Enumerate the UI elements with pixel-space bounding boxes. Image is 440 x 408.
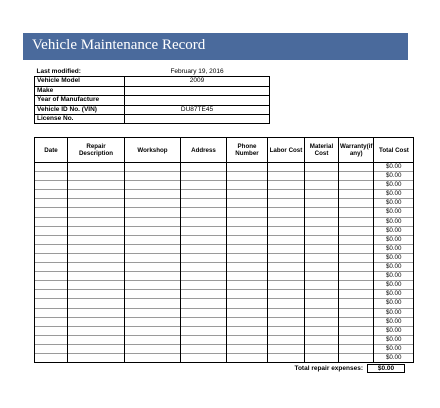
table-cell[interactable] <box>125 217 181 226</box>
table-cell[interactable] <box>125 263 181 272</box>
table-cell[interactable] <box>68 172 125 181</box>
table-cell[interactable] <box>268 226 305 235</box>
total-cost-cell: $0.00 <box>374 326 414 335</box>
info-value[interactable] <box>125 115 270 124</box>
table-row <box>35 163 414 172</box>
info-value[interactable] <box>125 96 270 105</box>
table-cell[interactable] <box>339 281 374 290</box>
col-header-repair-description: Repair Description <box>68 138 125 163</box>
table-cell[interactable] <box>227 317 268 326</box>
table-cell[interactable] <box>339 335 374 344</box>
table-cell[interactable] <box>339 199 374 208</box>
table-cell[interactable] <box>125 172 181 181</box>
table-cell[interactable] <box>181 263 227 272</box>
table-cell[interactable] <box>339 208 374 217</box>
table-header-row <box>35 138 414 163</box>
info-value[interactable]: 2009 <box>125 77 270 86</box>
table-cell[interactable] <box>68 299 125 308</box>
info-row-last-modified <box>35 68 270 77</box>
table-cell[interactable] <box>227 163 268 172</box>
table-cell[interactable] <box>305 308 339 317</box>
table-row <box>35 353 414 362</box>
total-cost-cell: $0.00 <box>374 208 414 217</box>
table-row <box>35 317 414 326</box>
table-cell[interactable] <box>227 344 268 353</box>
table-cell[interactable] <box>181 217 227 226</box>
table-cell[interactable] <box>339 235 374 244</box>
table-cell[interactable] <box>35 190 68 199</box>
table-row <box>35 217 414 226</box>
table-cell[interactable] <box>125 181 181 190</box>
table-cell[interactable] <box>268 253 305 262</box>
table-cell[interactable] <box>227 335 268 344</box>
total-cost-cell: $0.00 <box>374 263 414 272</box>
table-cell[interactable] <box>339 344 374 353</box>
table-cell[interactable] <box>125 253 181 262</box>
table-row <box>35 272 414 281</box>
table-cell[interactable] <box>339 317 374 326</box>
table-cell[interactable] <box>125 190 181 199</box>
table-cell[interactable] <box>305 199 339 208</box>
total-cost-cell: $0.00 <box>374 190 414 199</box>
table-cell[interactable] <box>125 353 181 362</box>
info-label: Vehicle ID No. (VIN) <box>35 105 125 114</box>
table-cell[interactable] <box>268 199 305 208</box>
table-cell[interactable] <box>305 290 339 299</box>
table-cell[interactable] <box>181 326 227 335</box>
table-cell[interactable] <box>227 226 268 235</box>
table-cell[interactable] <box>125 317 181 326</box>
table-cell[interactable] <box>35 172 68 181</box>
table-cell[interactable] <box>181 199 227 208</box>
vehicle-info-table <box>34 68 270 124</box>
table-cell[interactable] <box>68 244 125 253</box>
table-cell[interactable] <box>181 317 227 326</box>
maintenance-table <box>34 137 414 363</box>
info-row-vehicle-model <box>35 77 270 86</box>
total-cost-cell: $0.00 <box>374 244 414 253</box>
table-cell[interactable] <box>227 217 268 226</box>
info-row-make <box>35 86 270 95</box>
table-cell[interactable] <box>125 244 181 253</box>
table-cell[interactable] <box>125 208 181 217</box>
total-cost-cell: $0.00 <box>374 181 414 190</box>
table-row <box>35 335 414 344</box>
table-cell[interactable] <box>35 226 68 235</box>
total-cost-cell: $0.00 <box>374 272 414 281</box>
table-cell[interactable] <box>305 244 339 253</box>
table-cell[interactable] <box>181 308 227 317</box>
table-cell[interactable] <box>35 281 68 290</box>
table-row <box>35 281 414 290</box>
table-row <box>35 299 414 308</box>
table-cell[interactable] <box>268 190 305 199</box>
table-cell[interactable] <box>35 326 68 335</box>
total-expenses-value: $0.00 <box>367 364 405 373</box>
table-cell[interactable] <box>268 308 305 317</box>
table-cell[interactable] <box>35 263 68 272</box>
table-cell[interactable] <box>68 335 125 344</box>
table-cell[interactable] <box>35 253 68 262</box>
table-cell[interactable] <box>227 308 268 317</box>
table-cell[interactable] <box>268 263 305 272</box>
total-cost-cell: $0.00 <box>374 353 414 362</box>
table-cell[interactable] <box>227 208 268 217</box>
table-cell[interactable] <box>305 281 339 290</box>
table-cell[interactable] <box>227 272 268 281</box>
total-cost-cell: $0.00 <box>374 290 414 299</box>
table-cell[interactable] <box>181 272 227 281</box>
table-cell[interactable] <box>227 190 268 199</box>
table-row <box>35 244 414 253</box>
table-cell[interactable] <box>268 272 305 281</box>
table-cell[interactable] <box>305 217 339 226</box>
info-value[interactable] <box>125 86 270 95</box>
table-cell[interactable] <box>305 253 339 262</box>
table-cell[interactable] <box>339 172 374 181</box>
table-cell[interactable] <box>339 181 374 190</box>
table-cell[interactable] <box>68 317 125 326</box>
table-cell[interactable] <box>227 199 268 208</box>
table-row <box>35 190 414 199</box>
table-cell[interactable] <box>181 226 227 235</box>
table-cell[interactable] <box>305 208 339 217</box>
total-cost-cell: $0.00 <box>374 217 414 226</box>
table-cell[interactable] <box>305 344 339 353</box>
table-cell[interactable] <box>227 326 268 335</box>
table-cell[interactable] <box>68 226 125 235</box>
table-cell[interactable] <box>227 281 268 290</box>
table-cell[interactable] <box>305 299 339 308</box>
table-cell[interactable] <box>227 290 268 299</box>
table-row <box>35 181 414 190</box>
table-cell[interactable] <box>35 344 68 353</box>
info-row-license <box>35 115 270 124</box>
table-cell[interactable] <box>181 208 227 217</box>
table-cell[interactable] <box>268 172 305 181</box>
table-cell[interactable] <box>227 244 268 253</box>
table-cell[interactable] <box>181 335 227 344</box>
info-row-year <box>35 96 270 105</box>
table-cell[interactable] <box>181 281 227 290</box>
table-cell[interactable] <box>35 217 68 226</box>
table-row <box>35 208 414 217</box>
table-cell[interactable] <box>268 344 305 353</box>
table-cell[interactable] <box>68 190 125 199</box>
table-cell[interactable] <box>181 344 227 353</box>
table-cell[interactable] <box>35 181 68 190</box>
table-cell[interactable] <box>227 253 268 262</box>
table-cell[interactable] <box>181 244 227 253</box>
table-cell[interactable] <box>35 317 68 326</box>
table-cell[interactable] <box>268 217 305 226</box>
table-cell[interactable] <box>339 217 374 226</box>
table-cell[interactable] <box>339 290 374 299</box>
table-cell[interactable] <box>268 235 305 244</box>
table-cell[interactable] <box>181 181 227 190</box>
table-cell[interactable] <box>268 163 305 172</box>
table-cell[interactable] <box>68 281 125 290</box>
table-cell[interactable] <box>181 172 227 181</box>
table-cell[interactable] <box>68 217 125 226</box>
table-cell[interactable] <box>125 272 181 281</box>
table-cell[interactable] <box>227 263 268 272</box>
table-cell[interactable] <box>339 326 374 335</box>
table-cell[interactable] <box>125 281 181 290</box>
table-cell[interactable] <box>339 244 374 253</box>
table-cell[interactable] <box>68 235 125 244</box>
table-cell[interactable] <box>35 308 68 317</box>
table-cell[interactable] <box>181 299 227 308</box>
table-cell[interactable] <box>227 299 268 308</box>
table-cell[interactable] <box>268 299 305 308</box>
info-row-vin <box>35 105 270 114</box>
table-row <box>35 226 414 235</box>
table-cell[interactable] <box>125 235 181 244</box>
total-cost-cell: $0.00 <box>374 335 414 344</box>
col-header-address: Address <box>181 138 227 163</box>
table-cell[interactable] <box>35 199 68 208</box>
total-expenses-label: Total repair expenses: <box>294 365 363 372</box>
table-cell[interactable] <box>268 181 305 190</box>
table-cell[interactable] <box>68 263 125 272</box>
table-row <box>35 308 414 317</box>
table-cell[interactable] <box>125 299 181 308</box>
table-row <box>35 344 414 353</box>
info-label: Make <box>35 86 125 95</box>
table-cell[interactable] <box>339 263 374 272</box>
document-title: Vehicle Maintenance Record <box>32 37 206 53</box>
table-cell[interactable] <box>268 353 305 362</box>
col-header-material-cost: Material Cost <box>305 138 339 163</box>
info-label: License No. <box>35 115 125 124</box>
table-cell[interactable] <box>305 226 339 235</box>
table-cell[interactable] <box>125 308 181 317</box>
col-header-total-cost: Total Cost <box>374 138 414 163</box>
table-cell[interactable] <box>305 181 339 190</box>
table-cell[interactable] <box>268 326 305 335</box>
table-cell[interactable] <box>305 190 339 199</box>
table-row <box>35 172 414 181</box>
table-cell[interactable] <box>68 344 125 353</box>
table-cell[interactable] <box>339 299 374 308</box>
total-cost-cell: $0.00 <box>374 163 414 172</box>
table-cell[interactable] <box>339 226 374 235</box>
table-cell[interactable] <box>181 235 227 244</box>
table-cell[interactable] <box>35 235 68 244</box>
info-value[interactable]: February 19, 2016 <box>125 68 270 77</box>
col-header-workshop: Workshop <box>125 138 181 163</box>
table-cell[interactable] <box>181 353 227 362</box>
table-cell[interactable] <box>35 290 68 299</box>
table-cell[interactable] <box>227 235 268 244</box>
table-cell[interactable] <box>305 163 339 172</box>
table-cell[interactable] <box>227 353 268 362</box>
table-cell[interactable] <box>68 253 125 262</box>
total-cost-cell: $0.00 <box>374 317 414 326</box>
table-cell[interactable] <box>68 181 125 190</box>
table-cell[interactable] <box>305 326 339 335</box>
table-cell[interactable] <box>268 290 305 299</box>
table-cell[interactable] <box>35 353 68 362</box>
table-cell[interactable] <box>68 199 125 208</box>
table-cell[interactable] <box>68 272 125 281</box>
total-cost-cell: $0.00 <box>374 253 414 262</box>
table-cell[interactable] <box>68 326 125 335</box>
table-cell[interactable] <box>268 244 305 253</box>
table-cell[interactable] <box>35 299 68 308</box>
table-cell[interactable] <box>125 326 181 335</box>
total-cost-cell: $0.00 <box>374 172 414 181</box>
table-cell[interactable] <box>181 253 227 262</box>
table-cell[interactable] <box>125 199 181 208</box>
total-cost-cell: $0.00 <box>374 281 414 290</box>
table-cell[interactable] <box>125 335 181 344</box>
table-cell[interactable] <box>268 335 305 344</box>
table-cell[interactable] <box>68 290 125 299</box>
table-cell[interactable] <box>305 335 339 344</box>
table-cell[interactable] <box>268 281 305 290</box>
table-row <box>35 199 414 208</box>
table-cell[interactable] <box>68 308 125 317</box>
table-cell[interactable] <box>339 190 374 199</box>
table-cell[interactable] <box>305 317 339 326</box>
table-cell[interactable] <box>305 235 339 244</box>
table-cell[interactable] <box>339 353 374 362</box>
table-cell[interactable] <box>268 317 305 326</box>
col-header-phone: Phone Number <box>227 138 268 163</box>
total-cost-cell: $0.00 <box>374 308 414 317</box>
table-cell[interactable] <box>305 172 339 181</box>
col-header-date: Date <box>35 138 68 163</box>
total-cost-cell: $0.00 <box>374 199 414 208</box>
table-cell[interactable] <box>305 353 339 362</box>
table-cell[interactable] <box>125 163 181 172</box>
table-row <box>35 263 414 272</box>
table-cell[interactable] <box>35 163 68 172</box>
table-cell[interactable] <box>339 308 374 317</box>
table-cell[interactable] <box>305 263 339 272</box>
table-row <box>35 326 414 335</box>
table-row <box>35 290 414 299</box>
table-cell[interactable] <box>68 163 125 172</box>
title-bar <box>23 33 408 60</box>
table-cell[interactable] <box>68 208 125 217</box>
col-header-labor-cost: Labor Cost <box>268 138 305 163</box>
info-label: Last modified: <box>36 68 81 75</box>
info-label: Vehicle Model <box>35 77 125 86</box>
total-cost-cell: $0.00 <box>374 299 414 308</box>
table-cell[interactable] <box>35 335 68 344</box>
table-cell[interactable] <box>339 163 374 172</box>
table-cell[interactable] <box>339 272 374 281</box>
table-cell[interactable] <box>68 353 125 362</box>
table-row <box>35 235 414 244</box>
total-cost-cell: $0.00 <box>374 226 414 235</box>
table-cell[interactable] <box>181 163 227 172</box>
table-row <box>35 253 414 262</box>
table-cell[interactable] <box>125 226 181 235</box>
table-cell[interactable] <box>305 272 339 281</box>
table-cell[interactable] <box>125 290 181 299</box>
table-cell[interactable] <box>227 172 268 181</box>
info-value[interactable]: DU87TE45 <box>125 105 270 114</box>
total-cost-cell: $0.00 <box>374 235 414 244</box>
table-cell[interactable] <box>125 344 181 353</box>
table-cell[interactable] <box>35 244 68 253</box>
table-body <box>35 163 414 363</box>
col-header-warranty: Warranty(if any) <box>339 138 374 163</box>
info-label: Year of Manufacture <box>35 96 125 105</box>
table-cell[interactable] <box>268 208 305 217</box>
table-cell[interactable] <box>181 290 227 299</box>
table-cell[interactable] <box>35 208 68 217</box>
table-cell[interactable] <box>339 253 374 262</box>
total-cost-cell: $0.00 <box>374 344 414 353</box>
table-cell[interactable] <box>227 181 268 190</box>
table-cell[interactable] <box>35 272 68 281</box>
table-cell[interactable] <box>181 190 227 199</box>
